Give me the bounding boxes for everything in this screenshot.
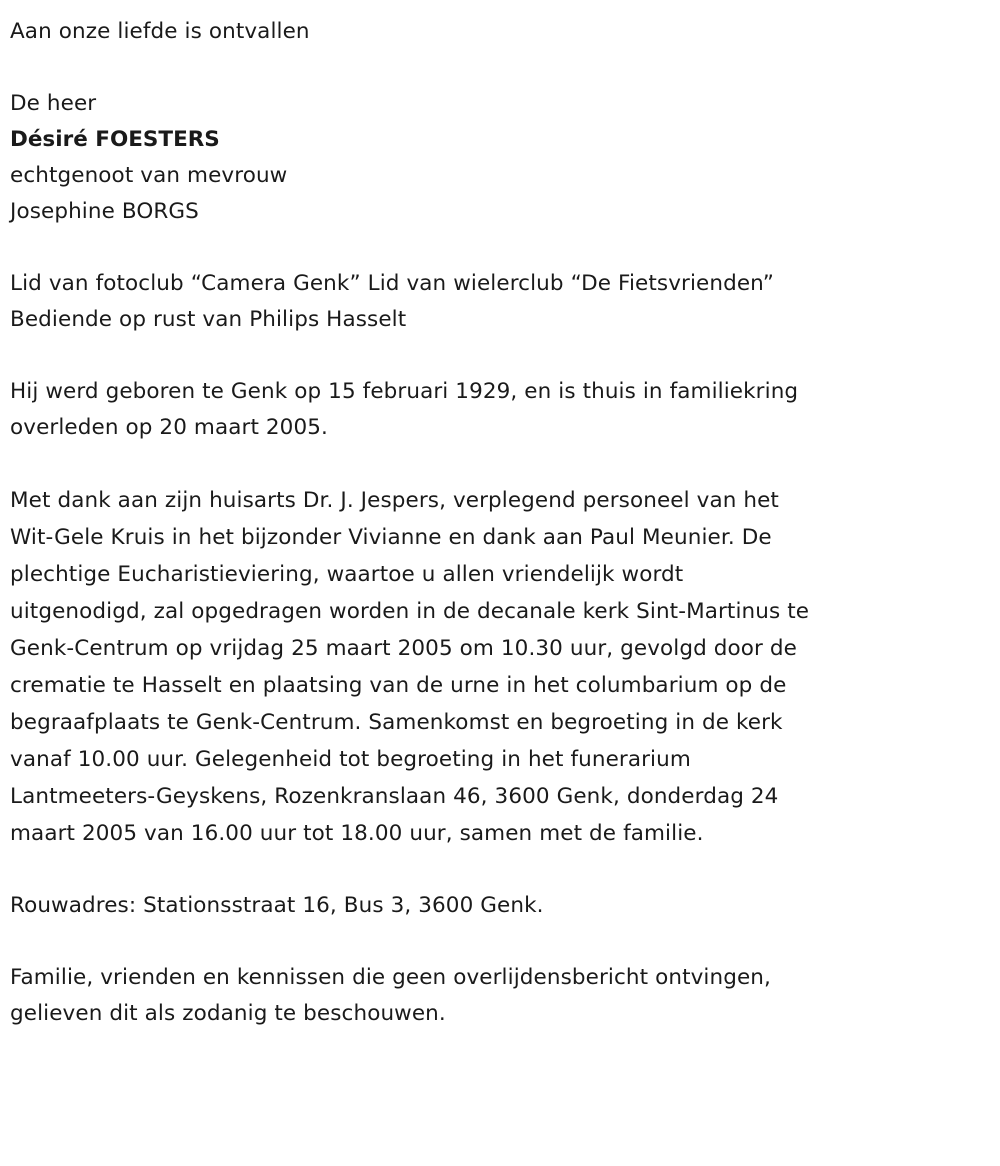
spacer-after-birth-death [10,446,978,482]
service-line: begraafplaats te Genk-Centrum. Samenkomst en begroeting in de kerk [10,710,783,735]
birth-death-line: Hij werd geboren te Genk op 15 februari 1929, en is thuis in familiekring [10,379,799,404]
mourning-address-block [10,888,978,924]
mourning-address-line: Rouwadres: Stationsstraat 16, Bus 3, 3600 Genk. [10,893,544,918]
spouse-prefix-line: echtgenoot van mevrouw [10,163,288,188]
intro-line: Aan onze liefde is ontvallen [10,19,310,44]
thanks-and-service-block [10,482,978,852]
service-line: crematie te Hasselt en plaatsing van de urne in het columbarium op de [10,673,787,698]
birth-death-line: overleden op 20 maart 2005. [10,415,328,440]
spacer-after-memberships [10,338,978,374]
service-line: uitgenodigd, zal opgedragen worden in de decanale kerk Sint-Martinus te [10,599,810,624]
memberships-block [10,266,978,338]
spacer-after-address [10,924,978,960]
service-line: Lantmeeters-Geyskens, Rozenkranslaan 46, 3600 Genk, donderdag 24 [10,784,779,809]
closing-block [10,960,978,1032]
identity-block [10,86,978,230]
service-line: Met dank aan zijn huisarts Dr. J. Jespers, verplegend personeel van het [10,488,779,513]
closing-line: gelieven dit als zodanig te beschouwen. [10,1001,446,1026]
service-line: Wit-Gele Kruis in het bijzonder Vivianne en dank aan Paul Meunier. De [10,525,772,550]
closing-line: Familie, vrienden en kennissen die geen overlijdensbericht ontvingen, [10,965,771,990]
service-line: vanaf 10.00 uur. Gelegenheid tot begroeting in het funerarium [10,747,691,772]
spacer-after-intro [10,50,978,86]
membership-line: Bediende op rust van Philips Hasselt [10,307,407,332]
deceased-name: Désiré FOESTERS [10,127,220,152]
spacer-after-service [10,852,978,888]
service-line: Genk-Centrum op vrijdag 25 maart 2005 om 10.30 uur, gevolgd door de [10,636,797,661]
spouse-name-line: Josephine BORGS [10,199,199,224]
salutation-line: De heer [10,91,97,116]
intro-block [10,14,978,50]
service-line: plechtige Eucharistieviering, waartoe u allen vriendelijk wordt [10,562,684,587]
membership-line: Lid van fotoclub “Camera Genk” Lid van wielerclub “De Fietsvrienden” [10,271,774,296]
spacer-after-identity [10,230,978,266]
service-line: maart 2005 van 16.00 uur tot 18.00 uur, samen met de familie. [10,821,704,846]
birth-death-block [10,374,978,446]
